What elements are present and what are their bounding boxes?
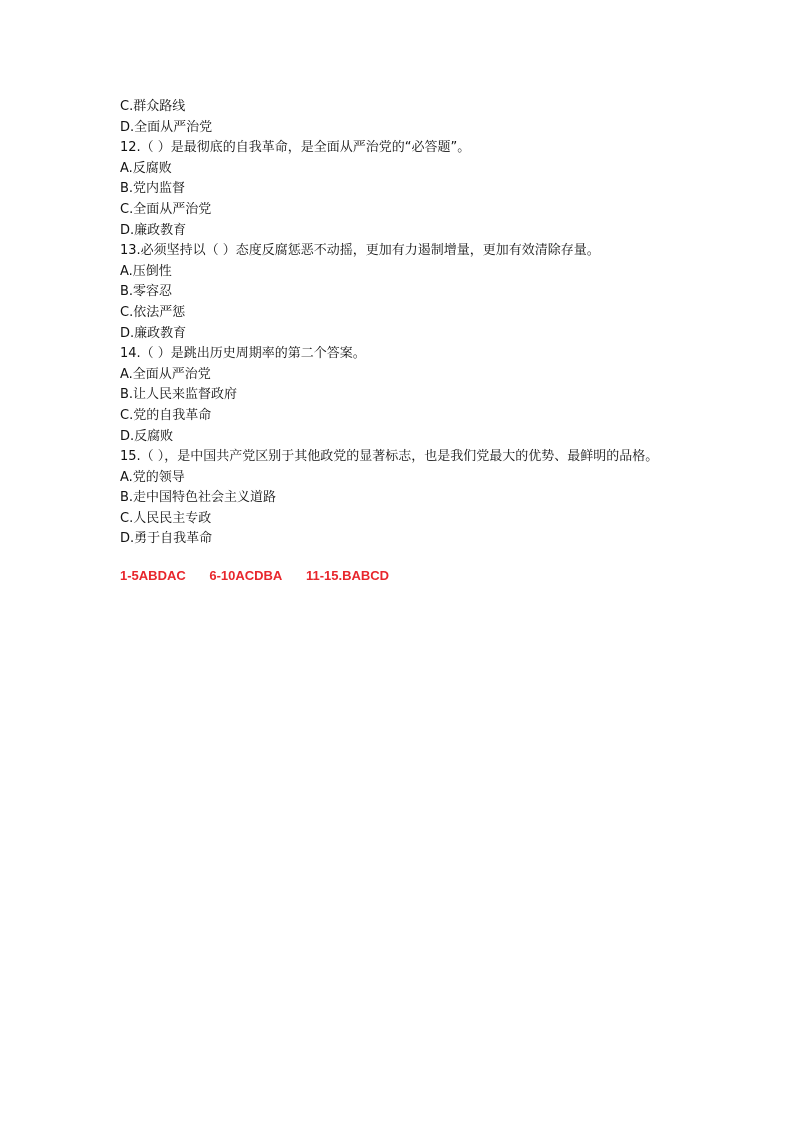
option-d: D.勇于自我革命 (120, 531, 213, 547)
option-d: D.廉政教育 (120, 222, 187, 238)
option-a: A.压倒性 (120, 263, 172, 279)
option-b: B.零容忍 (120, 284, 173, 300)
option-c: C.党的自我革命 (120, 407, 212, 423)
option-a: A.党的领导 (120, 469, 185, 485)
option-c: C.依法严惩 (120, 304, 186, 320)
question-15: 15.（ ），是中国共产党区别于其他政党的显著标志，也是我们党最大的优势、最鲜明的品格。 (120, 449, 659, 465)
option-b: B.党内监督 (120, 181, 186, 197)
option-d: D.全面从严治党 (120, 119, 213, 135)
question-14: 14.（ ）是跳出历史周期率的第二个答案。 (120, 346, 366, 362)
document-content (120, 97, 700, 586)
option-d: D.反腐败 (120, 428, 174, 444)
option-c: C.群众路线 (120, 99, 186, 114)
option-a: A.反腐败 (120, 160, 172, 176)
answer-group-11-15: 11-15.BABCD (305, 568, 390, 584)
option-b: B.让人民来监督政府 (120, 387, 238, 403)
answer-key (120, 566, 700, 586)
answer-group-1-5: 1-5ABDAC (120, 568, 186, 584)
option-b: B.走中国特色社会主义道路 (120, 490, 277, 506)
option-c: C.人民民主专政 (120, 510, 212, 526)
question-12: 12.（ ）是最彻底的自我革命，是全面从严治党的“必答题”。 (120, 140, 471, 156)
option-d: D.廉政教育 (120, 325, 187, 341)
answer-group-6-10: 6-10ACDBA (209, 568, 283, 584)
option-c: C.全面从严治党 (120, 201, 212, 217)
option-a: A.全面从严治党 (120, 366, 211, 382)
question-13: 13.必须坚持以（ ）态度反腐惩恶不动摇，更加有力遏制增量，更加有效清除存量。 (120, 243, 600, 259)
